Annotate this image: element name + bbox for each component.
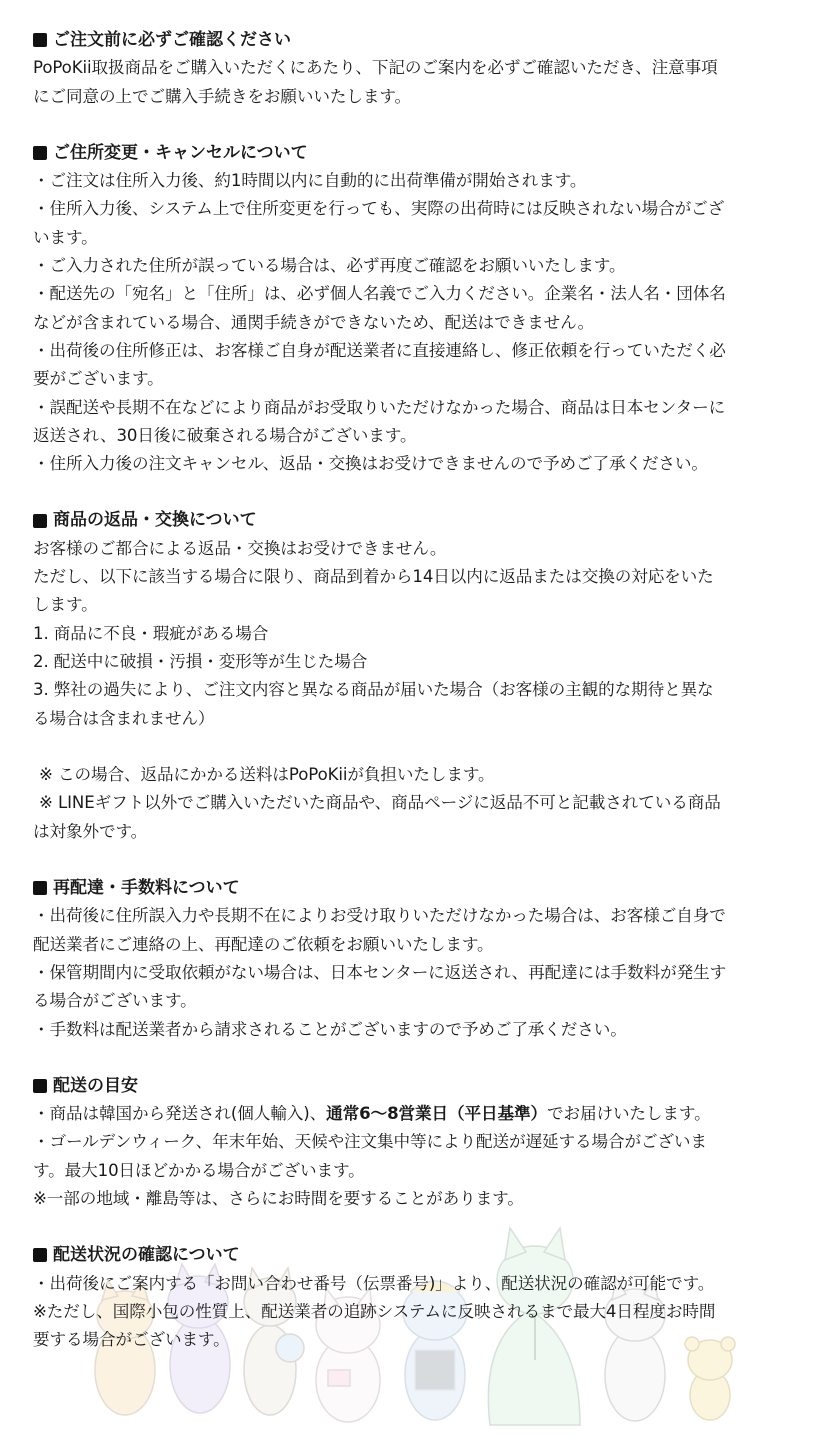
note-line: ※ LINEギフト以外でご購入いただいた商品や、商品ページに返品不可と記載されている商品 bbox=[39, 793, 721, 813]
section-delivery-estimate bbox=[33, 1072, 803, 1213]
note-line: ※ この場合、返品にかかる送料はPoPoKiiが負担いたします。 bbox=[39, 765, 495, 785]
text-line: ※一部の地域・離島等は、さらにお時間を要することがあります。 bbox=[33, 1188, 524, 1208]
text-line: ・保管期間内に受取依頼がない場合は、日本センターに返送され、再配達には手数料が発生す bbox=[33, 962, 727, 982]
text-line: お客様のご都合による返品・交換はお受けできません。 bbox=[33, 538, 447, 558]
note-line: は対象外です。 bbox=[33, 821, 148, 841]
text-line: ・出荷後にご案内する「お問い合わせ番号（伝票番号)」より、配送状況の確認が可能です。 bbox=[33, 1273, 715, 1293]
section-heading bbox=[33, 139, 803, 167]
text-line: る場合がございます。 bbox=[33, 991, 197, 1011]
section-heading bbox=[33, 1072, 803, 1100]
square-bullet-icon bbox=[33, 1079, 47, 1093]
section-heading bbox=[33, 506, 803, 534]
text-line: ・誤配送や長期不在などにより商品がお受取りいただけなかった場合、商品は日本センターに bbox=[33, 397, 726, 417]
heading-text: ご住所変更・キャンセルについて bbox=[53, 142, 308, 163]
text-line: ・手数料は配送業者から請求されることがございますので予めご了承ください。 bbox=[33, 1019, 627, 1039]
heading-text: 商品の返品・交換について bbox=[53, 510, 257, 531]
heading-text: ご注文前に必ずご確認ください bbox=[53, 30, 291, 50]
text-line: います。 bbox=[33, 227, 98, 247]
section-heading bbox=[33, 26, 803, 54]
text-line: ・ご注文は住所入力後、約1時間以内に自動的に出荷準備が開始されます。 bbox=[33, 171, 587, 191]
square-bullet-icon bbox=[33, 1248, 47, 1262]
text-line: 3. 弊社の過失により、ご注文内容と異なる商品が届いた場合（お客様の主観的な期待と異な bbox=[33, 680, 714, 700]
delivery-days-emphasis: 通常6～8営業日（平日基準） bbox=[326, 1104, 547, 1124]
square-bullet-icon bbox=[33, 881, 47, 895]
text-line bbox=[33, 1100, 803, 1128]
text-line: 2. 配送中に破損・汚損・変形等が生じた場合 bbox=[33, 651, 368, 671]
text-line: ・ご入力された住所が誤っている場合は、必ず再度ご確認をお願いいたします。 bbox=[33, 256, 626, 276]
heading-text: 配送状況の確認について bbox=[53, 1245, 240, 1266]
text-line: 返送され、30日後に破棄される場合がございます。 bbox=[33, 425, 417, 445]
text-line: 要する場合がございます。 bbox=[33, 1330, 230, 1350]
text-line: などが含まれている場合、通関手続きができないため、配送はできません。 bbox=[33, 312, 595, 332]
text-segment: ・商品は韓国から発送され(個人輸入)、 bbox=[33, 1104, 327, 1124]
text-line: ・出荷後に住所誤入力や長期不在によりお受け取りいただけなかった場合は、お客様ご自身で bbox=[33, 906, 726, 926]
text-line: ・配送先の「宛名」と「住所」は、必ず個人名義でご入力ください。企業名・法人名・団体名 bbox=[33, 284, 726, 304]
section-address-change-cancel bbox=[33, 139, 803, 479]
section-heading bbox=[33, 1241, 803, 1269]
text-line: ・出荷後の住所修正は、お客様ご自身が配送業者に直接連絡し、修正依頼を行っていただく必 bbox=[33, 340, 726, 360]
text-line: ただし、以下に該当する場合に限り、商品到着から14日以内に返品または交換の対応をいた bbox=[33, 567, 714, 587]
text-line: す。最大10日ほどかかる場合がございます。 bbox=[33, 1160, 365, 1180]
text-line: ・住所入力後の注文キャンセル、返品・交換はお受けできませんので予めご了承ください。 bbox=[33, 454, 708, 474]
text-line: 要がございます。 bbox=[33, 369, 164, 389]
section-order-confirmation bbox=[33, 26, 803, 111]
square-bullet-icon bbox=[33, 33, 47, 47]
text-line: ※ただし、国際小包の性質上、配送業者の追跡システムに反映されるまで最大4日程度お時間 bbox=[33, 1301, 716, 1321]
section-heading bbox=[33, 874, 803, 902]
notice-content bbox=[33, 26, 803, 1382]
text-line: 1. 商品に不良・瑕疵がある場合 bbox=[33, 623, 269, 643]
heading-text: 再配達・手数料について bbox=[53, 878, 240, 899]
square-bullet-icon bbox=[33, 514, 47, 528]
text-segment: でお届けいたします。 bbox=[546, 1104, 711, 1124]
section-returns-exchanges bbox=[33, 506, 803, 846]
spacer bbox=[33, 733, 803, 761]
text-line: ・住所入力後、システム上で住所変更を行っても、実際の出荷時には反映されない場合がござ bbox=[33, 199, 725, 219]
text-line: PoPoKii取扱商品をご購入いただくにあたり、下記のご案内を必ずご確認いただき、注意事項 bbox=[33, 58, 718, 78]
text-line: します。 bbox=[33, 595, 98, 615]
heading-text: 配送の目安 bbox=[53, 1075, 138, 1096]
text-line: にご同意の上でご購入手続きをお願いいたします。 bbox=[33, 86, 412, 106]
text-line: る場合は含まれません） bbox=[33, 708, 215, 728]
section-delivery-tracking bbox=[33, 1241, 803, 1354]
text-line: 配送業者にご連絡の上、再配達のご依頼をお願いいたします。 bbox=[33, 934, 494, 954]
square-bullet-icon bbox=[33, 146, 47, 160]
text-line: ・ゴールデンウィーク、年末年始、天候や注文集中等により配送が遅延する場合がございま bbox=[33, 1132, 707, 1152]
section-redelivery-fees bbox=[33, 874, 803, 1044]
